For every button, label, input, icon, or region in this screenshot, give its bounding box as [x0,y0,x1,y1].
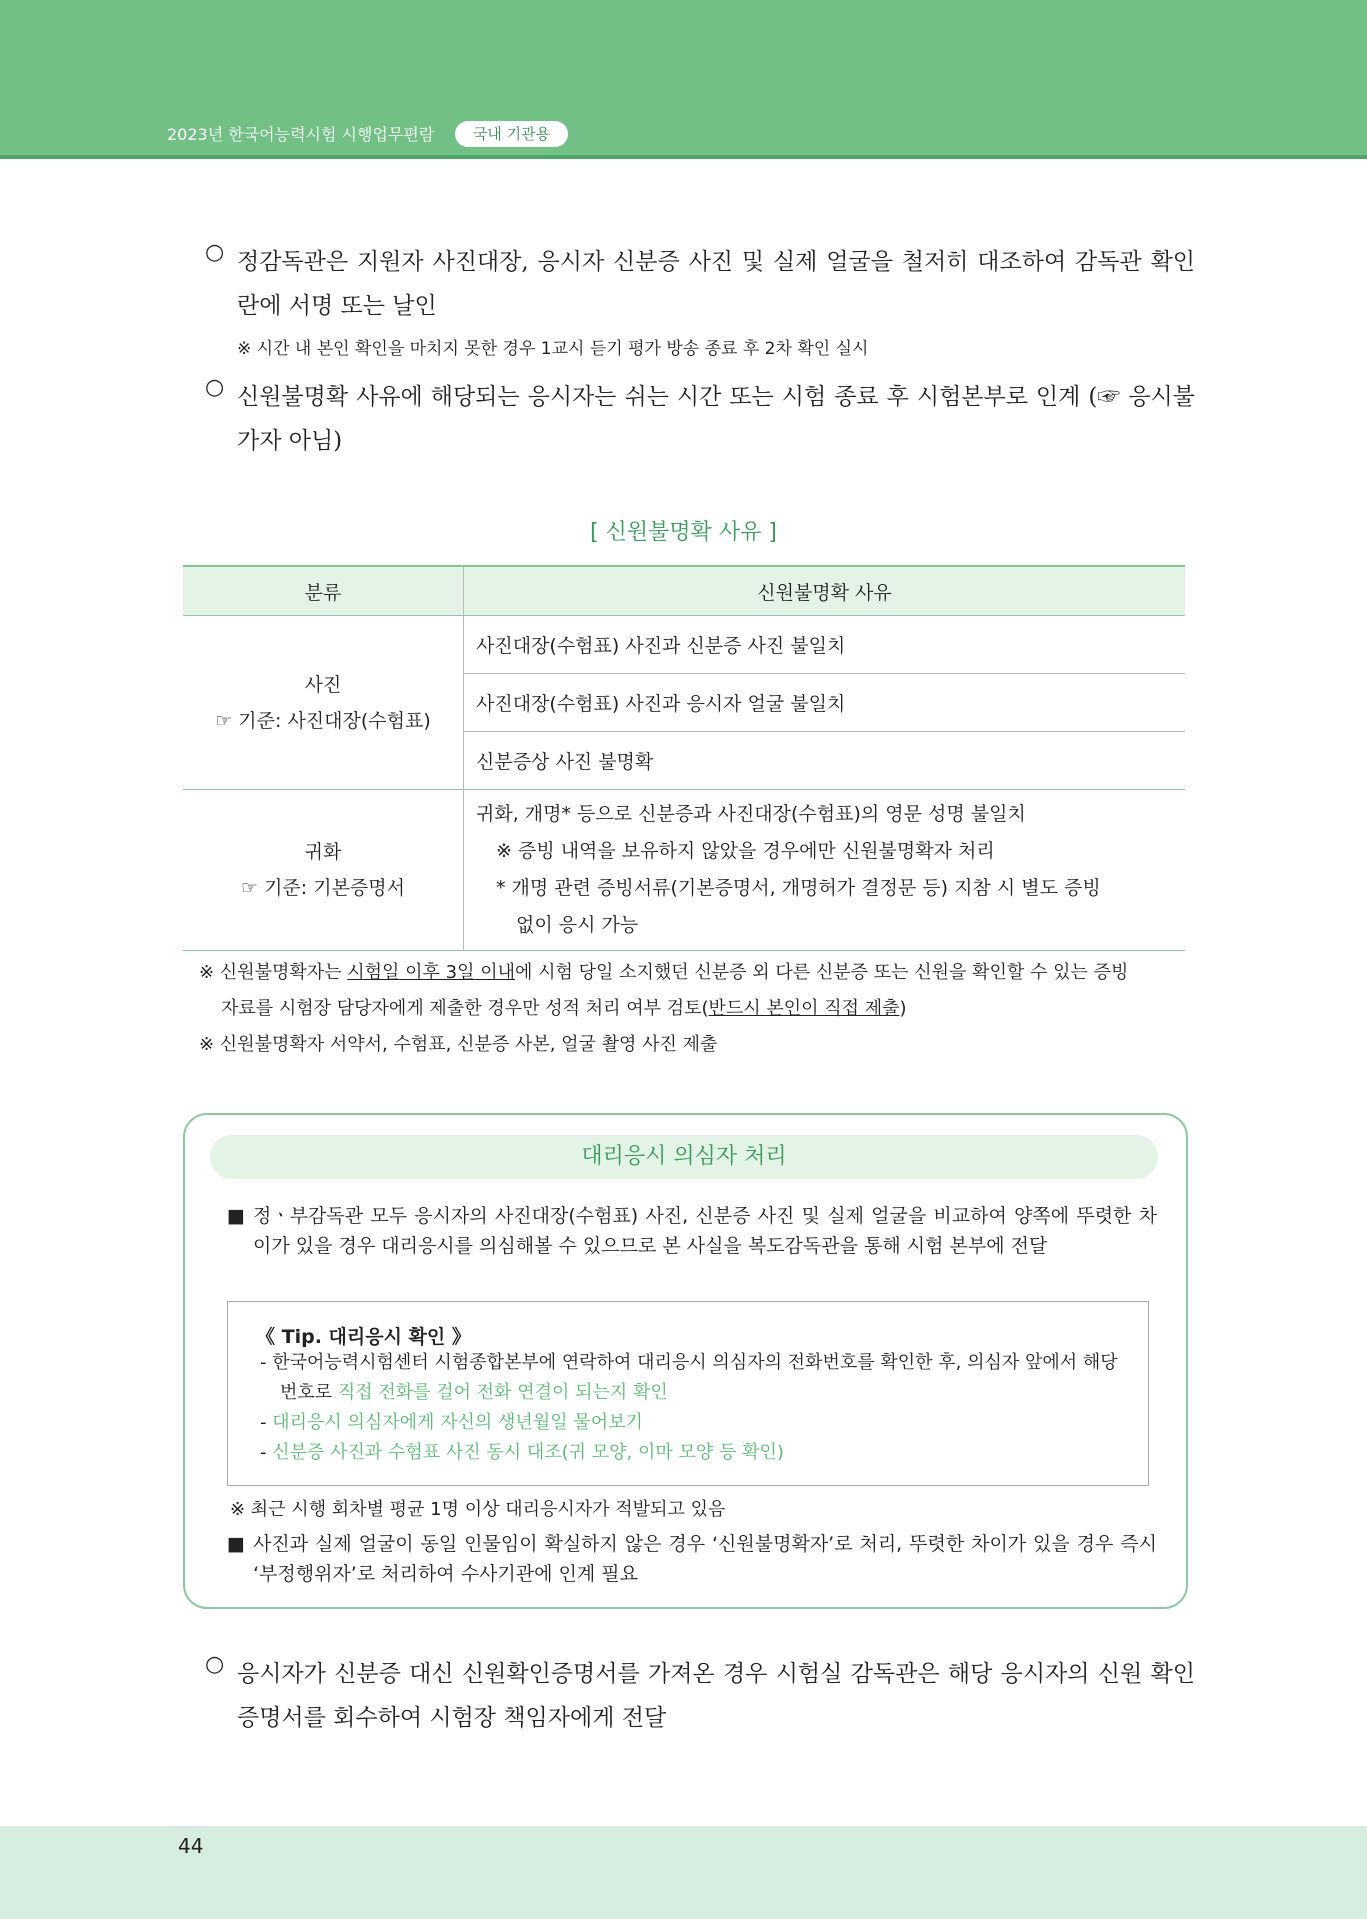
tip-title: 《 Tip. 대리응시 확인 》 [256,1326,471,1348]
note-submission: ※ 신원불명확자는 시험일 이후 3일 이내에 시험 당일 소지했던 신분증 외 다른 신분증 또는 신원을 확인할 수 있는 증빙 자료를 시험장 담당자에게 제출한 경우만 성적 처리 여부 검토(반드시 본인이 직접 제출) ※ 신원불명확자 서약서, 수험표, 신분증 사본, 얼굴 촬영 사진 제출 [199,955,1189,1063]
circle-bullet-icon: ○ [205,375,225,400]
category-name: 사진 [304,673,342,696]
paragraph-text: 응시자가 신분증 대신 신원확인증명서를 가져온 경우 시험실 감독관은 해당 응시자의 신원 확인증명서를 회수하여 시험장 책임자에게 전달 [237,1661,1195,1731]
reason-note: ※ 증빙 내역을 보유하지 않았을 경우에만 신원불명확자 처리 [496,840,995,862]
list-item: ■ 사진과 실제 얼굴이 동일 인물임이 확실하지 않은 경우 ‘신원불명확자’로 처리, 뚜렷한 차이가 있을 경우 즉시 ‘부정행위자’로 처리하여 수사기관에 인계 필요 [227,1529,1157,1589]
reason-cell: 사진대장(수험표) 사진과 신분증 사진 불일치 [464,616,1186,674]
reason-cell: 사진대장(수험표) 사진과 응시자 얼굴 불일치 [464,674,1186,732]
unclear-identity-table [183,565,1185,951]
category-criterion: ☞ 기준: 사진대장(수험표) [215,709,431,732]
page-number: 44 [178,1834,204,1858]
reason-footnote-cont: 없이 응시 가능 [516,914,639,936]
paragraph-check-identity [205,240,1195,330]
box-title: 대리응시 의심자 처리 [210,1135,1158,1179]
paragraph-text: 신원불명확 사유에 해당되는 응시자는 쉬는 시간 또는 시험 종료 후 시험본부로 인계 (☞ 응시불가자 아님) [237,384,1195,454]
footer-band [0,1826,1367,1919]
table-caption: [ 신원불명확 사유 ] [590,520,777,545]
category-name: 귀화 [304,841,342,863]
paragraph-unclear-identity [205,375,1195,465]
tip-box [227,1301,1149,1486]
square-bullet-icon: ■ [227,1205,245,1227]
note-documents: ※ 신원불명확자 서약서, 수험표, 신분증 사본, 얼굴 촬영 사진 제출 [199,1034,718,1055]
category-cell [183,790,464,951]
tip-line: - 대리응시 의심자에게 자신의 생년월일 물어보기 [260,1412,643,1433]
tip-line: - 한국어능력시험센터 시험종합본부에 연락하여 대리응시 의심자의 전화번호를 확인한 후, 의심자 앞에서 해당 번호로 직접 전화를 걸어 전화 연결이 되는지 확인 [260,1352,1118,1403]
category-cell [183,616,464,790]
reason-line: 귀화, 개명* 등으로 신분증과 사진대장(수험표)의 영문 성명 불일치 [476,803,1026,825]
category-criterion: ☞ 기준: 기본증명서 [241,877,405,899]
column-header-reason: 신원불명확 사유 [464,566,1186,616]
note-second-check: ※ 시간 내 본인 확인을 마치지 못한 경우 1교시 듣기 평가 방송 종료 후 2차 확인 실시 [237,339,869,359]
underlined-in-person: 반드시 본인이 직접 제출 [708,998,900,1019]
square-bullet-icon: ■ [227,1533,245,1555]
reason-cell [464,790,1186,951]
circle-bullet-icon: ○ [205,240,225,265]
table-row [183,616,1185,674]
paragraph-identity-certificate [205,1652,1195,1742]
circle-bullet-icon: ○ [205,1652,225,1677]
underlined-deadline: 시험일 이후 3일 이내 [347,962,515,983]
document-title: 2023년 한국어능력시험 시행업무편람 [167,125,435,144]
box-note: ※ 최근 시행 회차별 평균 1명 이상 대리응시자가 적발되고 있음 [230,1499,726,1520]
list-item: ■ 정ㆍ부감독관 모두 응시자의 사진대장(수험표) 사진, 신분증 사진 및 실제 얼굴을 비교하여 양쪽에 뚜렷한 차이가 있을 경우 대리응시를 의심해볼 수 있으므로 본 사실을 복도감독관을 통해 시험 본부에 전달 [227,1201,1157,1291]
proxy-exam-box [183,1113,1188,1609]
column-header-category: 분류 [183,566,464,616]
paragraph-text: 정감독관은 지원자 사진대장, 응시자 신분증 사진 및 실제 얼굴을 철저히 대조하여 감독관 확인란에 서명 또는 날인 [237,249,1195,319]
table-row [183,790,1185,951]
audience-badge: 국내 기관용 [455,121,568,147]
tip-line: - 신분증 사진과 수험표 사진 동시 대조(귀 모양, 이마 모양 등 확인) [260,1442,784,1463]
reason-footnote: * 개명 관련 증빙서류(기본증명서, 개명허가 결정문 등) 지참 시 별도 증빙 [496,877,1101,899]
reason-cell: 신분증상 사진 불명확 [464,732,1186,790]
